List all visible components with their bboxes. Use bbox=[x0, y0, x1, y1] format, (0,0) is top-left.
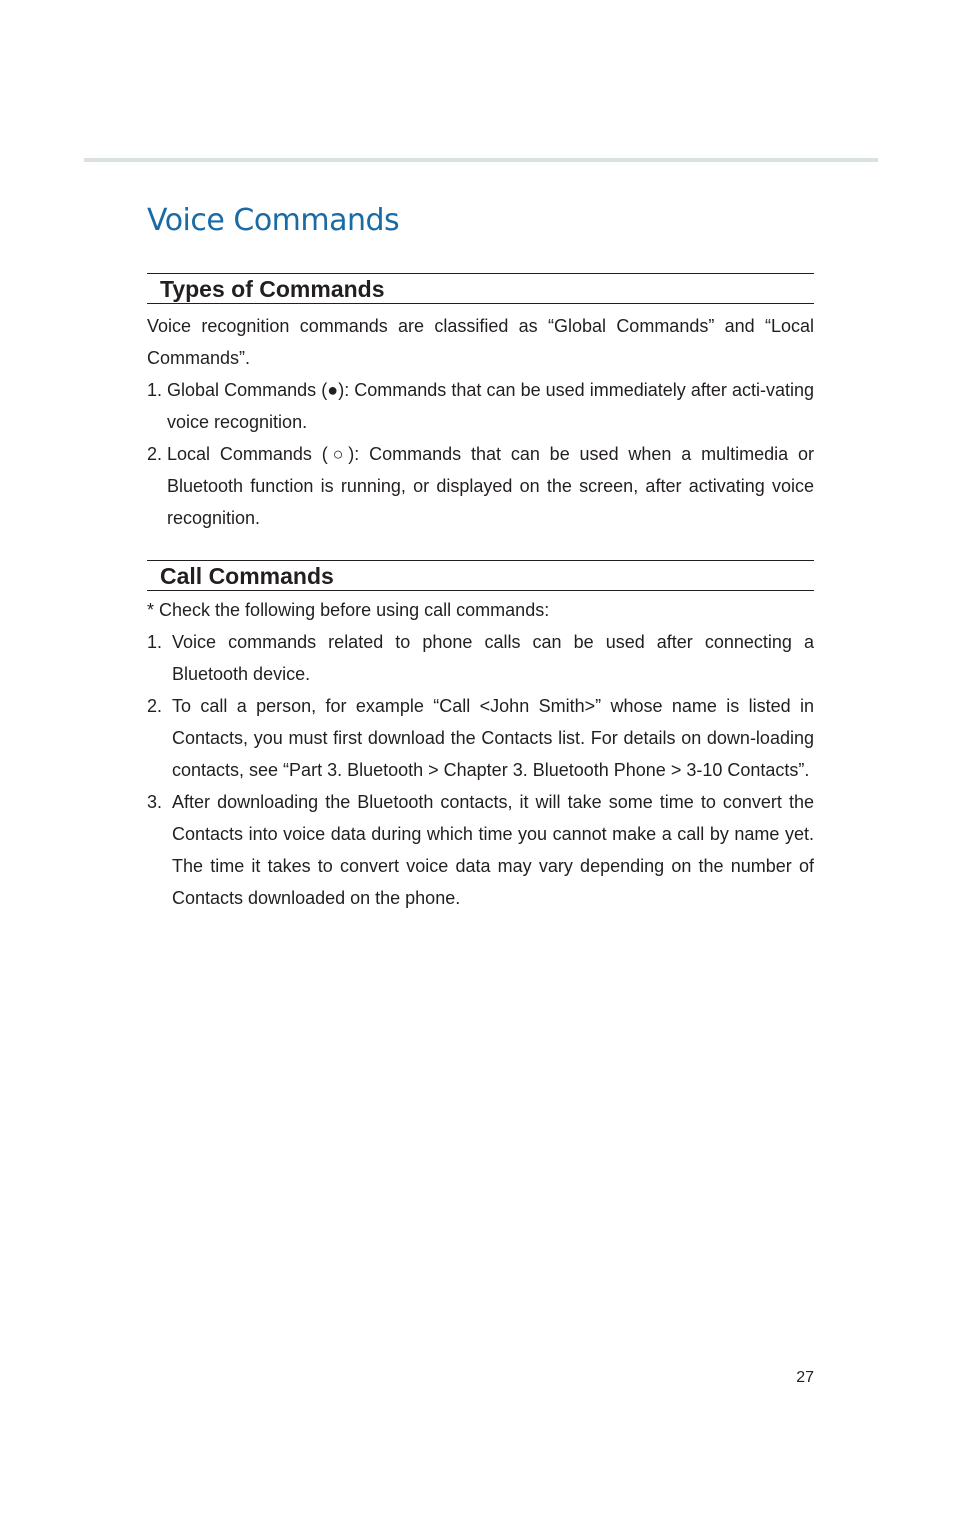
list-item-text: Global Commands (●): Commands that can be used immediately after acti-vating voice recognition. bbox=[167, 380, 814, 432]
list-item bbox=[147, 690, 814, 786]
list-number: 2. bbox=[147, 696, 163, 716]
call-requirements-list bbox=[147, 626, 814, 914]
section-heading-bar bbox=[147, 560, 814, 591]
section-heading-bar bbox=[147, 273, 814, 304]
section-heading: Types of Commands bbox=[160, 276, 385, 302]
list-number: 2. bbox=[147, 444, 163, 464]
intro-paragraph: Voice recognition commands are classified as “Global Commands” and “Local Commands”. bbox=[147, 316, 814, 368]
list-item bbox=[147, 786, 814, 914]
list-item-text: Voice commands related to phone calls can be used after connecting a Bluetooth device. bbox=[172, 632, 814, 684]
list-item bbox=[147, 438, 814, 534]
list-number: 1. bbox=[147, 380, 163, 400]
list-item-text: To call a person, for example “Call <John Smith>” whose name is listed in Contacts, you must first download the Contacts list. For details on down-loading contacts, see “Part 3. Bluetooth > Chapter 3. Bluetooth Phone > 3-10 Contacts”. bbox=[172, 696, 814, 780]
list-item-text: After downloading the Bluetooth contacts, it will take some time to convert the Contacts into voice data during which time you cannot make a call by name yet. The time it takes to convert voice data may vary depending on the number of Contacts downloaded on the phone. bbox=[172, 792, 814, 908]
note-paragraph: * Check the following before using call commands: bbox=[147, 600, 550, 620]
list-item bbox=[147, 374, 814, 438]
call-commands-section bbox=[147, 560, 814, 914]
list-item-text: Local Commands (○): Commands that can be used when a multimedia or Bluetooth function is running, or displayed on the screen, after activating voice recognition. bbox=[167, 444, 814, 528]
list-number: 1. bbox=[147, 632, 163, 652]
command-types-list bbox=[147, 374, 814, 534]
list-item bbox=[147, 626, 814, 690]
top-divider bbox=[84, 158, 878, 162]
types-of-commands-section bbox=[147, 273, 814, 534]
section-heading: Call Commands bbox=[160, 563, 334, 589]
list-number: 3. bbox=[147, 792, 163, 812]
page-title: Voice Commands bbox=[147, 203, 400, 238]
page-number: 27 bbox=[796, 1369, 814, 1386]
